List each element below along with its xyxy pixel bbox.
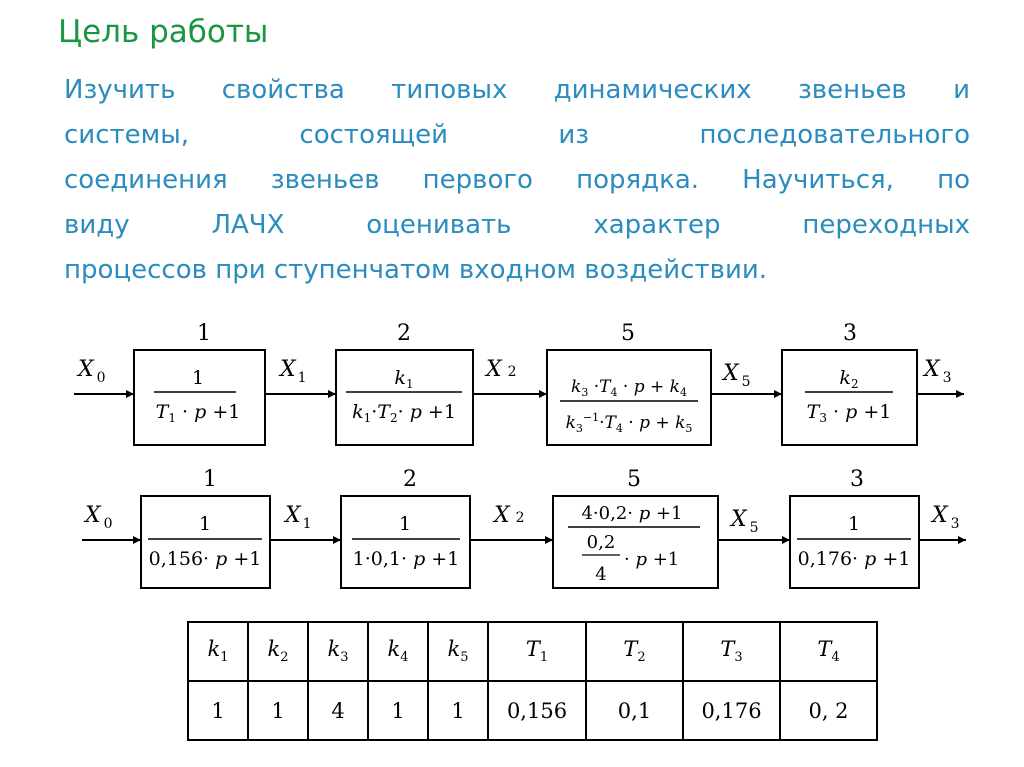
signal-label: X $_5$ [731, 507, 759, 536]
table-cell: 4 [308, 681, 368, 740]
table-cell: 0,1 [586, 681, 683, 740]
table-header-cell: $k_3$ [308, 622, 368, 681]
table-header-cell: $k_1$ [188, 622, 248, 681]
table-header-cell: $k_2$ [248, 622, 308, 681]
numerator: 1 [198, 513, 212, 535]
numerator: $k_2$ [839, 367, 859, 391]
signal-label: X 2 [494, 503, 525, 528]
slide-title: Цель работы [58, 14, 269, 50]
table-cell: 0,156 [488, 681, 586, 740]
denominator: $k_3^{-1}\cdot T_4 \cdot p + k_5$ [565, 411, 693, 435]
denominator: 1·0,1· p +1 [352, 548, 460, 570]
transfer-block [341, 496, 470, 588]
table-cell: 1 [188, 681, 248, 740]
numeric-diagram [82, 467, 966, 588]
table-header-cell: $T_2$ [586, 622, 683, 681]
signal-label: X $_5$ [723, 361, 751, 390]
parameters-table [187, 621, 878, 741]
table-header-cell: $T_3$ [683, 622, 780, 681]
goal-line: системы, состоящей из последовательного [64, 120, 970, 150]
numerator: 4·0,2· p +1 [581, 503, 683, 524]
denominator: $k_1\cdot T_2\cdot p +1$ [352, 401, 456, 425]
table-header-cell: $T_1$ [488, 622, 586, 681]
transfer-block [336, 350, 473, 445]
numerator: $k_1$ [394, 367, 414, 391]
goal-line: Изучить свойства типовых динамических звеньев и [64, 75, 970, 105]
transfer-block [134, 350, 265, 445]
signal-label: X $_3$ [924, 357, 952, 386]
table-header-row [188, 622, 877, 681]
denominator-fraction-bottom: 4 [595, 564, 607, 585]
table-cell: 0, 2 [780, 681, 877, 740]
block-number: 5 [627, 467, 641, 492]
table-cell: 1 [368, 681, 428, 740]
denominator-fraction-top: 0,2 [586, 532, 616, 553]
block-number: 2 [397, 321, 411, 346]
block-number: 1 [203, 467, 217, 492]
numerator: $k_3 \cdot T_4 \cdot p + k_4$ [571, 377, 687, 399]
denominator: $T_1 \cdot p +1$ [155, 401, 241, 425]
table-cell: 1 [248, 681, 308, 740]
block-number: 3 [843, 321, 857, 346]
block-number: 3 [850, 467, 864, 492]
denominator: 0,156· p +1 [148, 548, 262, 570]
table-cell: 1 [428, 681, 488, 740]
block-number: 1 [197, 321, 211, 346]
table-row [188, 681, 877, 740]
denominator-rest: · p +1 [624, 549, 680, 570]
signal-label: X $_0$ [85, 503, 113, 532]
signal-label: X $_3$ [932, 503, 960, 532]
signal-label: X 2 [486, 357, 517, 382]
goal-line: соединения звеньев первого порядка. Научиться, по [64, 165, 970, 195]
signal-label: X $_1$ [280, 357, 307, 386]
numerator: 1 [847, 513, 861, 535]
table-header-cell: $k_5$ [428, 622, 488, 681]
transfer-block [141, 496, 270, 588]
transfer-block [790, 496, 919, 588]
table-header-cell: $k_4$ [368, 622, 428, 681]
general-diagram [74, 321, 964, 445]
numerator: 1 [398, 513, 412, 535]
denominator: $T_3 \cdot p +1$ [806, 401, 892, 425]
signal-label: X $_1$ [285, 503, 312, 532]
signal-label: X $_0$ [78, 357, 106, 386]
block-number: 5 [621, 321, 635, 346]
transfer-block [782, 350, 917, 445]
goal-line: виду ЛАЧХ оценивать характер переходных [64, 210, 970, 240]
denominator: 0,176· p +1 [797, 548, 911, 570]
goal-line: процессов при ступенчатом входном воздействии. [64, 255, 768, 285]
numerator: 1 [191, 367, 205, 389]
table-header-cell: $T_4$ [780, 622, 877, 681]
table-cell: 0,176 [683, 681, 780, 740]
block-number: 2 [403, 467, 417, 492]
